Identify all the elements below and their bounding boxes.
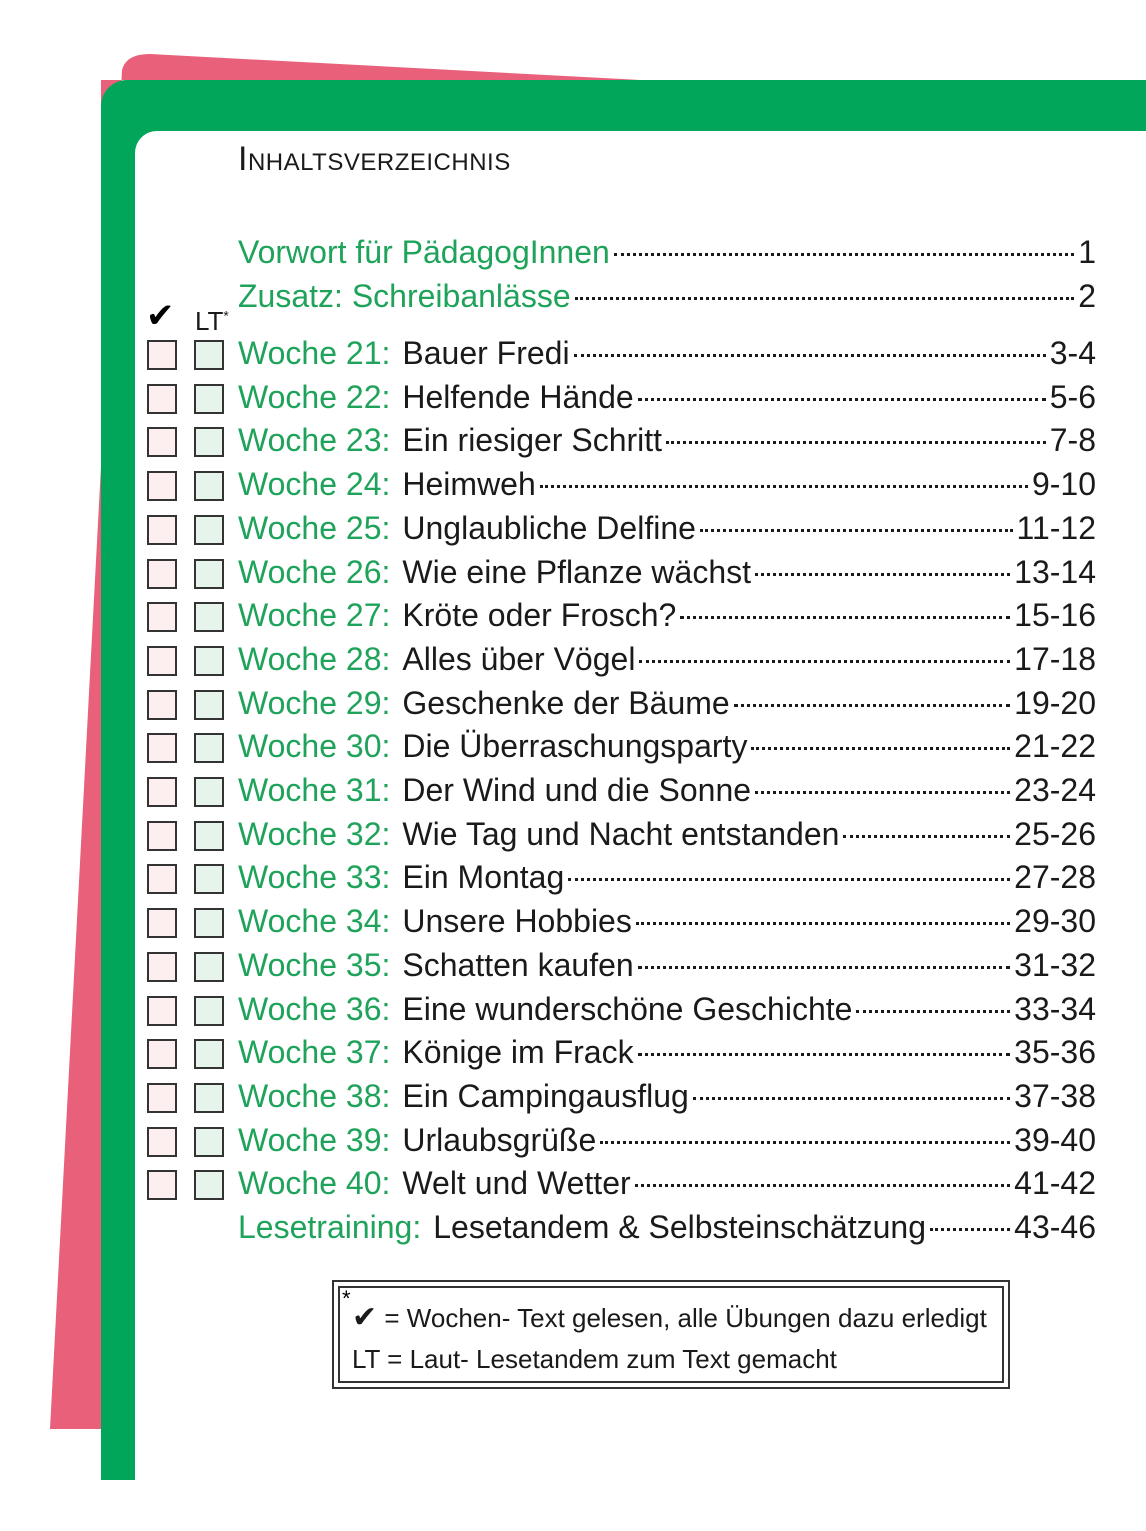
dot-leader — [755, 573, 1010, 576]
legend-line-lt: LT = Laut- Lesetandem zum Text gemacht — [352, 1344, 837, 1374]
read-checkbox[interactable] — [147, 1170, 177, 1200]
read-checkbox[interactable] — [147, 821, 177, 851]
dot-leader — [930, 1228, 1010, 1231]
toc-row-week — [238, 508, 1096, 548]
week-label: Woche 28: — [238, 640, 391, 677]
page-number: 3-4 — [1049, 335, 1096, 371]
dot-leader — [575, 297, 1075, 300]
page-number: 37-38 — [1014, 1077, 1096, 1114]
toc-row-week — [238, 683, 1096, 723]
week-label: Woche 29: — [238, 684, 391, 721]
lt-checkbox[interactable] — [194, 602, 224, 632]
lt-checkbox[interactable] — [194, 1039, 224, 1069]
dot-leader — [614, 253, 1074, 256]
toc-title: Wie Tag und Nacht entstanden — [402, 815, 840, 852]
toc-title: Helfende Hände — [402, 378, 634, 415]
page-number: 15-16 — [1014, 597, 1096, 634]
read-checkbox[interactable] — [147, 559, 177, 589]
toc-title: Ein Montag — [402, 859, 565, 896]
legend-box — [332, 1280, 1010, 1389]
read-checkbox[interactable] — [147, 733, 177, 763]
toc-title: Alles über Vögel — [402, 640, 636, 677]
week-label: Woche 24: — [238, 466, 391, 503]
page-number: 19-20 — [1014, 684, 1096, 721]
toc-title: Lesetandem & Selbsteinschätzung — [433, 1209, 926, 1245]
dot-leader — [638, 1053, 1011, 1056]
read-checkbox[interactable] — [147, 1083, 177, 1113]
toc-row-week — [238, 377, 1096, 417]
toc-row-week — [238, 464, 1096, 504]
read-checkbox[interactable] — [147, 1127, 177, 1157]
toc-row-week — [238, 989, 1096, 1029]
lt-column-header: LT* — [195, 306, 229, 336]
lt-checkbox[interactable] — [194, 777, 224, 807]
read-checkbox[interactable] — [147, 690, 177, 720]
week-label: Woche 25: — [238, 509, 391, 546]
page-number: 5-6 — [1049, 378, 1096, 415]
toc-title: Urlaubsgrüße — [402, 1121, 597, 1158]
toc-title: Eine wunderschöne Geschichte — [402, 990, 853, 1027]
toc-title: Unglaubliche Delfine — [402, 509, 696, 546]
lt-checkbox[interactable] — [194, 908, 224, 938]
lt-checkbox[interactable] — [194, 646, 224, 676]
toc-row-week — [238, 814, 1096, 854]
legend-text: = Wochen- Text gelesen, alle Übungen dazu erledigt — [384, 1303, 987, 1333]
toc-title: Geschenke der Bäume — [402, 684, 730, 721]
lt-checkbox[interactable] — [194, 1083, 224, 1113]
week-label: Woche 30: — [238, 728, 391, 765]
read-checkbox[interactable] — [147, 777, 177, 807]
lt-checkbox[interactable] — [194, 559, 224, 589]
read-checkbox[interactable] — [147, 384, 177, 414]
dot-leader — [638, 966, 1010, 969]
toc-title: Wie eine Pflanze wächst — [402, 553, 751, 590]
week-label: Woche 32: — [238, 815, 391, 852]
toc-row-week — [238, 595, 1096, 635]
lt-checkbox[interactable] — [194, 427, 224, 457]
toc-title: Ein Campingausflug — [402, 1077, 689, 1114]
toc-row-week — [238, 1120, 1096, 1160]
page-number: 39-40 — [1014, 1121, 1096, 1158]
dot-leader — [540, 485, 1028, 488]
toc-row-week — [238, 420, 1096, 460]
toc-title: Die Überraschungsparty — [402, 728, 748, 765]
read-checkbox[interactable] — [147, 908, 177, 938]
lt-checkbox[interactable] — [194, 515, 224, 545]
dot-leader — [843, 835, 1010, 838]
toc-row-vorwort — [238, 232, 1096, 272]
lt-checkbox[interactable] — [194, 864, 224, 894]
toc-row-week — [238, 857, 1096, 897]
page-number: 29-30 — [1014, 903, 1096, 940]
dot-leader — [700, 529, 1013, 532]
week-label: Woche 37: — [238, 1034, 391, 1071]
toc-row-week — [238, 770, 1096, 810]
toc-title: Schatten kaufen — [402, 946, 634, 983]
toc-row-lesetraining — [238, 1207, 1096, 1247]
toc-row-week — [238, 1032, 1096, 1072]
week-label: Woche 31: — [238, 772, 391, 808]
week-label: Woche 23: — [238, 422, 391, 459]
dot-leader — [635, 1184, 1011, 1187]
week-label: Woche 33: — [238, 859, 391, 896]
week-label: Woche 22: — [238, 378, 391, 415]
toc-label: Lesetraining: — [238, 1209, 422, 1245]
toc-row-week — [238, 1163, 1096, 1203]
page-number: 9-10 — [1031, 466, 1096, 503]
read-checkbox[interactable] — [147, 646, 177, 676]
read-checkbox[interactable] — [147, 864, 177, 894]
toc-row-week — [238, 945, 1096, 985]
toc-row-zusatz — [238, 276, 1096, 316]
lt-checkbox[interactable] — [194, 471, 224, 501]
read-checkbox[interactable] — [147, 952, 177, 982]
dot-leader — [600, 1141, 1010, 1144]
toc-title: Bauer Fredi — [402, 335, 570, 371]
toc-title: Heimweh — [402, 466, 536, 503]
lt-checkbox[interactable] — [194, 340, 224, 370]
page-number: 13-14 — [1014, 553, 1096, 590]
toc-row-week — [238, 333, 1096, 373]
dot-leader — [755, 791, 1010, 794]
week-label: Woche 26: — [238, 553, 391, 590]
page-number: 21-22 — [1014, 728, 1096, 765]
week-label: Woche 36: — [238, 990, 391, 1027]
read-checkbox[interactable] — [147, 471, 177, 501]
legend-line-check — [352, 1300, 987, 1335]
dot-leader — [856, 1010, 1010, 1013]
page-number: 23-24 — [1014, 772, 1096, 808]
week-label: Woche 34: — [238, 903, 391, 940]
week-label: Woche 35: — [238, 946, 391, 983]
dot-leader — [639, 660, 1010, 663]
lt-checkbox[interactable] — [194, 384, 224, 414]
dot-leader — [693, 1097, 1010, 1100]
read-checkbox[interactable] — [147, 427, 177, 457]
toc-title: Kröte oder Frosch? — [402, 597, 677, 634]
lt-checkbox[interactable] — [194, 733, 224, 763]
read-checkbox[interactable] — [147, 996, 177, 1026]
page-number: 17-18 — [1014, 640, 1096, 677]
dot-leader — [680, 616, 1010, 619]
toc-row-week — [238, 639, 1096, 679]
toc-label: Vorwort für PädagogInnen — [238, 234, 610, 270]
page-number: 41-42 — [1014, 1165, 1096, 1202]
dot-leader — [751, 747, 1010, 750]
read-checkbox[interactable] — [147, 1039, 177, 1069]
read-checkbox[interactable] — [147, 515, 177, 545]
page-number: 33-34 — [1014, 990, 1096, 1027]
toc-row-week — [238, 726, 1096, 766]
page-title: Inhaltsverzeichnis — [238, 140, 511, 178]
lt-checkbox[interactable] — [194, 821, 224, 851]
dot-leader — [568, 878, 1010, 881]
toc-label: Zusatz: Schreibanlässe — [238, 278, 571, 314]
week-label: Woche 39: — [238, 1121, 391, 1158]
page-number: 7-8 — [1049, 422, 1096, 459]
lt-checkbox[interactable] — [194, 1170, 224, 1200]
toc-row-week — [238, 901, 1096, 941]
toc-title: Ein riesiger Schritt — [402, 422, 663, 459]
read-checkbox[interactable] — [147, 602, 177, 632]
lt-checkbox[interactable] — [194, 996, 224, 1026]
toc-title: Der Wind und die Sonne — [402, 772, 752, 808]
dot-leader — [574, 354, 1046, 357]
week-label: Woche 40: — [238, 1165, 391, 1202]
toc-title: Unsere Hobbies — [402, 903, 632, 940]
checkmark-icon: ✔ — [146, 297, 175, 335]
page-number: 11-12 — [1016, 509, 1096, 546]
page-number: 2 — [1078, 278, 1096, 314]
toc-row-week — [238, 1076, 1096, 1116]
lt-checkbox[interactable] — [194, 690, 224, 720]
page-number: 35-36 — [1014, 1034, 1096, 1071]
legend-star: * — [342, 1286, 351, 1311]
page-number: 1 — [1078, 234, 1096, 270]
dot-leader — [666, 441, 1046, 444]
dot-leader — [636, 922, 1010, 925]
checkmark-icon: ✔ — [352, 1301, 378, 1334]
toc-row-week — [238, 552, 1096, 592]
page-number: 43-46 — [1014, 1209, 1096, 1245]
toc-title: Welt und Wetter — [402, 1165, 631, 1202]
dot-leader — [638, 398, 1046, 401]
week-label: Woche 21: — [238, 335, 391, 371]
lt-checkbox[interactable] — [194, 1127, 224, 1157]
toc-title: Könige im Frack — [402, 1034, 634, 1071]
page-number: 25-26 — [1014, 815, 1096, 852]
lt-checkbox[interactable] — [194, 952, 224, 982]
week-label: Woche 38: — [238, 1077, 391, 1114]
page-number: 27-28 — [1014, 859, 1096, 896]
read-checkbox[interactable] — [147, 340, 177, 370]
week-label: Woche 27: — [238, 597, 391, 634]
dot-leader — [734, 704, 1010, 707]
page-number: 31-32 — [1014, 946, 1096, 983]
